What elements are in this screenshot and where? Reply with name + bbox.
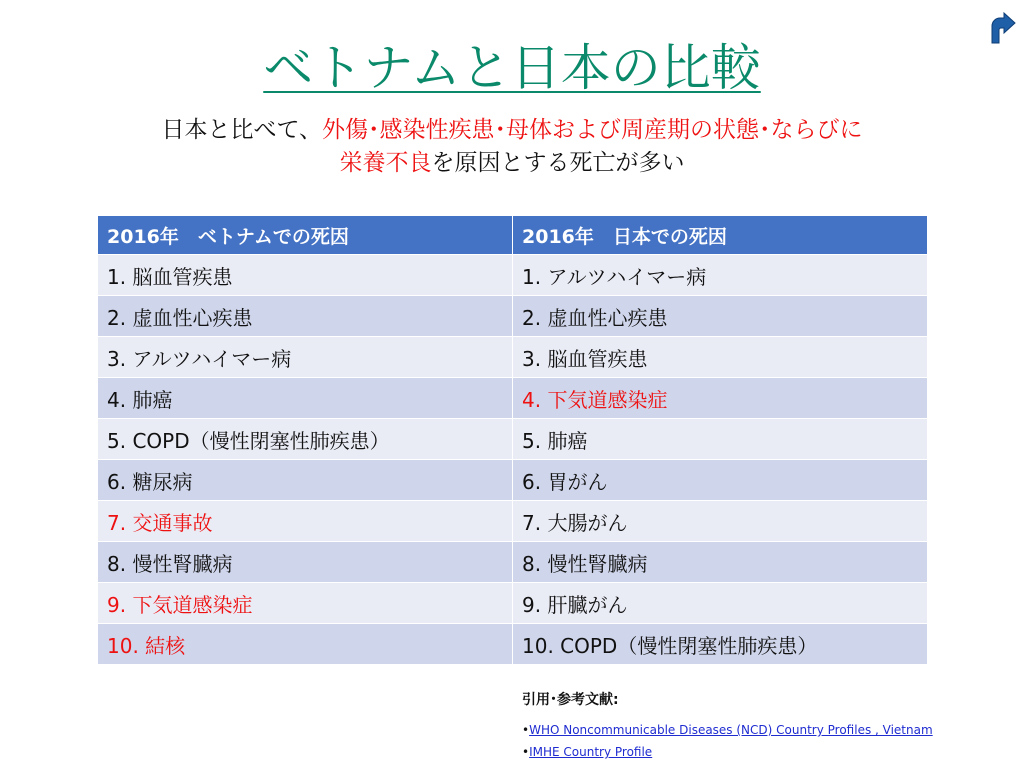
table-row xyxy=(98,296,928,337)
japan-cause-cell: 2. 虚血性心疾患 xyxy=(513,296,928,337)
vietnam-cause-cell: 2. 虚血性心疾患 xyxy=(98,296,513,337)
vietnam-cause-cell: 1. 脳血管疾患 xyxy=(98,255,513,296)
vietnam-cause-cell: 4. 肺癌 xyxy=(98,378,513,419)
vietnam-cause-cell: 9. 下気道感染症 xyxy=(98,583,513,624)
header-japan: 2016年 日本での死因 xyxy=(513,216,928,255)
japan-cause-cell: 10. COPD（慢性閉塞性肺疾患） xyxy=(513,624,928,665)
table-header-row xyxy=(98,216,928,255)
subtitle-line-2: 栄養不良を原因とする死亡が多い xyxy=(339,150,685,176)
table-row xyxy=(98,624,928,665)
reference-item: •WHO Noncommunicable Diseases (NCD) Country Profiles , Vietnam xyxy=(522,723,933,737)
japan-cause-cell: 4. 下気道感染症 xyxy=(513,378,928,419)
cause-of-death-table xyxy=(97,215,928,665)
table-row xyxy=(98,337,928,378)
japan-cause-cell: 1. アルツハイマー病 xyxy=(513,255,928,296)
vietnam-cause-cell: 8. 慢性腎臓病 xyxy=(98,542,513,583)
vietnam-cause-cell: 5. COPD（慢性閉塞性肺疾患） xyxy=(98,419,513,460)
table-body xyxy=(98,255,928,665)
reference-link-imhe[interactable]: IMHE Country Profile xyxy=(529,745,653,759)
references xyxy=(522,689,1002,763)
japan-cause-cell: 6. 胃がん xyxy=(513,460,928,501)
vietnam-cause-cell: 10. 結核 xyxy=(98,624,513,665)
reference-item: •IMHE Country Profile xyxy=(522,745,653,759)
japan-cause-cell: 7. 大腸がん xyxy=(513,501,928,542)
japan-cause-cell: 5. 肺癌 xyxy=(513,419,928,460)
vietnam-cause-cell: 6. 糖尿病 xyxy=(98,460,513,501)
vietnam-cause-cell: 3. アルツハイマー病 xyxy=(98,337,513,378)
table-row xyxy=(98,583,928,624)
subtitle-line-1: 日本と比べて、外傷･感染性疾患･母体および周産期の状態･ならびに xyxy=(161,117,863,143)
table-row xyxy=(98,542,928,583)
table-row xyxy=(98,255,928,296)
table-row xyxy=(98,419,928,460)
page-title: ベトナムと日本の比較 xyxy=(263,39,761,97)
reference-link-who[interactable]: WHO Noncommunicable Diseases (NCD) Country Profiles , Vietnam xyxy=(529,723,933,737)
japan-cause-cell: 9. 肝臓がん xyxy=(513,583,928,624)
references-title: 引用･参考文献: xyxy=(522,692,619,708)
table-row xyxy=(98,460,928,501)
table-row xyxy=(98,378,928,419)
header-vietnam: 2016年 ベトナムでの死因 xyxy=(98,216,513,255)
japan-cause-cell: 8. 慢性腎臓病 xyxy=(513,542,928,583)
page-subtitle xyxy=(40,114,984,180)
vietnam-cause-cell: 7. 交通事故 xyxy=(98,501,513,542)
japan-cause-cell: 3. 脳血管疾患 xyxy=(513,337,928,378)
table-row xyxy=(98,501,928,542)
